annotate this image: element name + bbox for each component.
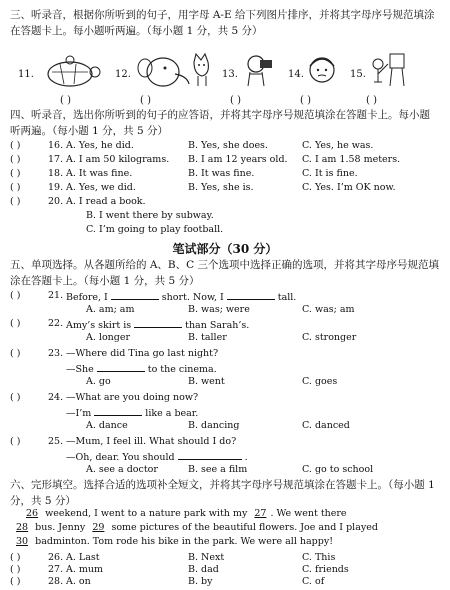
option-b: B. was; were [188, 304, 250, 315]
passage-text: . We went there [270, 508, 347, 519]
answer-paren[interactable]: ( ) [10, 168, 21, 179]
written-part-heading: 笔试部分（30 分） [172, 242, 278, 256]
item-15-paren[interactable]: ( ) [366, 95, 377, 106]
item-11-number: 11. [18, 69, 34, 80]
option-c: C. friends [302, 564, 349, 575]
question-21 [0, 290, 450, 304]
option-a: A. I am 50 kilograms. [66, 154, 170, 165]
stem-text: —Mum, I feel ill. What should I do? [66, 436, 237, 447]
question-18 [0, 168, 450, 182]
option-b: B. Yes, she does. [188, 140, 268, 151]
question-20-option-b: B. I went there by subway. [86, 210, 214, 221]
answer-paren[interactable]: ( ) [10, 140, 21, 151]
option-a: A. Yes, he did. [66, 140, 134, 151]
question-number: 28. [48, 576, 64, 587]
option-c: C. stronger [302, 332, 357, 343]
blank [94, 406, 142, 416]
answer-paren[interactable]: ( ) [10, 182, 21, 193]
option-b: B. taller [188, 332, 227, 343]
item-13-number: 13. [222, 69, 238, 80]
passage-text: weekend, I went to a nature park with my [45, 508, 248, 519]
section4-title: 四、听录音，选出你所听到的句子的应答语，并将其字母序号规范填涂在答题卡上。每小题听两遍。（每小题 1 分，共 5 分） [10, 109, 430, 137]
stem-text: —I’m [66, 408, 92, 419]
elephant-icon [135, 54, 195, 88]
stem-text: —Where did Tina go last night? [66, 348, 219, 359]
option-a: A. am; am [86, 304, 135, 315]
stem-text: Before, I [66, 292, 108, 303]
item-15-number: 15. [350, 69, 366, 80]
option-b: B. by [188, 576, 213, 587]
question-20 [0, 196, 450, 210]
stem-text: . [244, 452, 248, 463]
blank [134, 318, 182, 328]
option-c: C. of [302, 576, 325, 587]
stem-text: tall. [277, 292, 297, 303]
answer-paren[interactable]: ( ) [10, 392, 21, 403]
question-number: 23. [48, 348, 64, 359]
answer-paren[interactable]: ( ) [10, 552, 21, 563]
stem-text: Amy’s skirt is [66, 320, 132, 331]
option-c: C. Yes, he was. [302, 140, 374, 151]
blank [97, 362, 145, 372]
option-c: C. It is fine. [302, 168, 358, 179]
option-a: A. see a doctor [86, 464, 158, 475]
question-number: 17. [48, 154, 64, 165]
stem-text: to the cinema. [147, 364, 217, 375]
cloze-line-1 [22, 508, 442, 521]
option-b: B. Yes, she is. [188, 182, 254, 193]
question-number: 20. [48, 196, 64, 207]
stem-text: —What are you doing now? [66, 392, 199, 403]
stem-text: short. Now, I [161, 292, 224, 303]
question-number: 25. [48, 436, 64, 447]
question-25 [0, 436, 450, 450]
blank-27: 27 [254, 508, 267, 519]
question-number: 26. [48, 552, 64, 563]
option-b: B. Next [188, 552, 225, 563]
section3-title: 三、听录音，根据你所听到的句子，用字母 A-E 给下列图片排序，并将其字母序号规范填涂在答题卡上。每小题听两遍。（每小题 1 分，共 5 分） [10, 9, 435, 37]
blank-29: 29 [92, 522, 105, 533]
question-16 [0, 140, 450, 154]
boy-painting-icon [368, 50, 408, 88]
option-a: A. dance [86, 420, 128, 431]
option-b: B. I am 12 years old. [188, 154, 288, 165]
option-a: A. go [86, 376, 111, 387]
option-c: C. go to school [302, 464, 374, 475]
item-13-paren[interactable]: ( ) [230, 95, 241, 106]
question-24 [0, 392, 450, 406]
blank-26: 26 [26, 508, 39, 519]
blank-28: 28 [16, 522, 29, 533]
passage-text: bus. Jenny [35, 522, 86, 533]
passage-text: badminton. Tom rode his bike in the park. We were all happy! [35, 536, 334, 547]
option-a: A. It was fine. [66, 168, 133, 179]
question-number: 27. [48, 564, 64, 575]
question-number: 18. [48, 168, 64, 179]
option-a: A. longer [86, 332, 131, 343]
question-25-line2 [66, 450, 248, 464]
answer-paren[interactable]: ( ) [10, 318, 21, 329]
girl-face-icon [304, 52, 340, 88]
boy-with-camera-icon [240, 52, 276, 88]
option-b: B. It was fine. [188, 168, 255, 179]
answer-paren[interactable]: ( ) [10, 196, 21, 207]
question-24-options [0, 420, 450, 434]
cloze-line-3 [12, 536, 442, 549]
answer-paren[interactable]: ( ) [10, 576, 21, 587]
blank [178, 450, 242, 460]
question-23-options [0, 376, 450, 390]
option-b: B. went [188, 376, 225, 387]
stem-text: like a bear. [145, 408, 199, 419]
option-a: A. Yes, we did. [66, 182, 136, 193]
item-14-paren[interactable]: ( ) [300, 95, 311, 106]
option-c: C. danced [302, 420, 350, 431]
option-c: C. goes [302, 376, 338, 387]
answer-paren[interactable]: ( ) [10, 154, 21, 165]
section6-title: 六、完形填空。选择合适的选项补全短文，并将其字母序号规范填涂在答题卡上。（每小题 1 分，共 5 分） [10, 479, 435, 507]
blank [111, 290, 159, 300]
question-23 [0, 348, 450, 362]
item-12-number: 12. [115, 69, 131, 80]
option-a: A. on [66, 576, 91, 587]
section5-title: 五、单项选择。从各题所给的 A、B、C 三个选项中选择正确的选项，并将其字母序号规范填涂在答题卡上。（每小题 1 分，共 5 分） [10, 259, 440, 287]
question-21-options [0, 304, 450, 318]
question-number: 16. [48, 140, 64, 151]
item-14-number: 14. [288, 69, 304, 80]
stem-text: —Oh, dear. You should [66, 452, 175, 463]
question-number: 19. [48, 182, 64, 193]
option-b: B. see a film [188, 464, 248, 475]
option-b: B. dancing [188, 420, 240, 431]
option-a: A. mum [66, 564, 104, 575]
question-number: 22. [48, 318, 64, 329]
passage-text: some pictures of the beautiful flowers. Joe and I played [111, 522, 378, 533]
option-b: B. dad [188, 564, 219, 575]
stem-text: than Sarah’s. [185, 320, 250, 331]
blank-30: 30 [16, 536, 29, 547]
question-24-line2 [66, 406, 198, 420]
option-a: A. Last [66, 552, 100, 563]
blank [227, 290, 275, 300]
question-17 [0, 154, 450, 168]
answer-paren[interactable]: ( ) [10, 564, 21, 575]
option-a: A. I read a book. [66, 196, 146, 207]
question-25-options [0, 464, 450, 478]
cat-icon [190, 52, 214, 88]
question-20-option-c: C. I’m going to play football. [86, 224, 224, 235]
answer-paren[interactable]: ( ) [10, 348, 21, 359]
option-c: C. Yes. I’m OK now. [302, 182, 396, 193]
question-22-options [0, 332, 450, 346]
item-12-paren[interactable]: ( ) [140, 95, 151, 106]
option-c: C. This [302, 552, 336, 563]
question-22 [0, 318, 450, 332]
item-11-paren[interactable]: ( ) [60, 95, 71, 106]
option-c: C. I am 1.58 meters. [302, 154, 401, 165]
question-28 [0, 576, 450, 590]
question-19 [0, 182, 450, 196]
cloze-line-2 [12, 522, 442, 535]
answer-paren[interactable]: ( ) [10, 436, 21, 447]
stem-text: —She [66, 364, 94, 375]
option-c: C. was; am [302, 304, 355, 315]
question-number: 24. [48, 392, 64, 403]
question-23-line2 [66, 362, 217, 376]
tortoise-icon [40, 52, 102, 88]
question-number: 21. [48, 290, 64, 301]
answer-paren[interactable]: ( ) [10, 290, 21, 301]
